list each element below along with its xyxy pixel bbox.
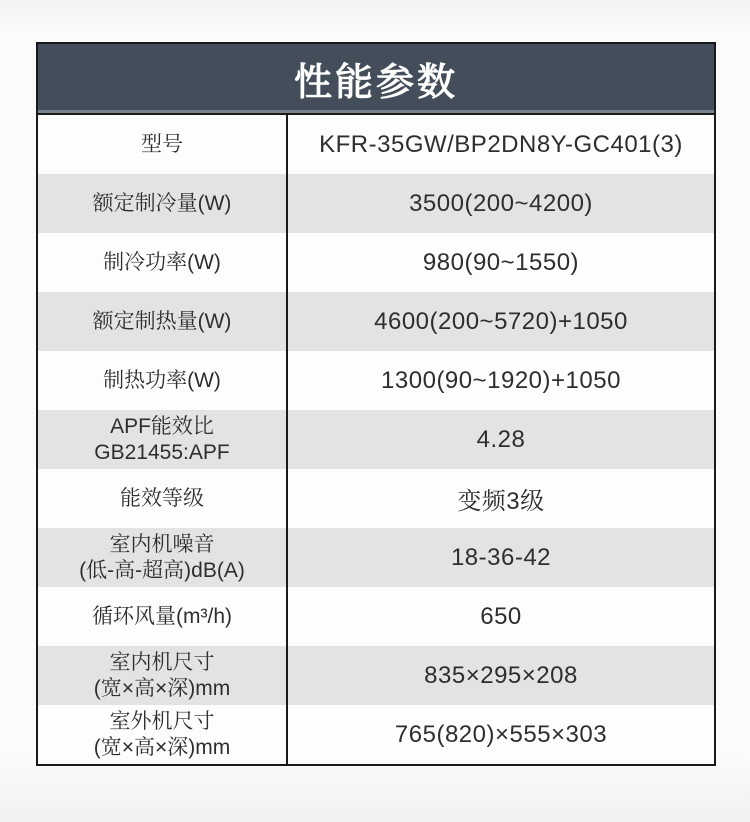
row-label-line: 室内机尺寸	[109, 650, 215, 674]
row-value: 4600(200~5720)+1050	[374, 307, 628, 335]
row-label	[38, 587, 288, 646]
row-label-line: 能效等级	[120, 486, 204, 510]
row-label-line: 额定制热量(W)	[92, 309, 232, 333]
row-label-line: (宽×高×深)mm	[93, 735, 231, 759]
row-label	[38, 351, 288, 410]
row-label-line: (宽×高×深)mm	[93, 676, 231, 700]
row-label	[38, 410, 288, 469]
row-label-line: 额定制冷量(W)	[92, 191, 232, 215]
row-label-line: 型号	[141, 132, 183, 156]
row-value: KFR-35GW/BP2DN8Y-GC401(3)	[319, 130, 683, 158]
table-row	[38, 705, 714, 764]
row-value: 980(90~1550)	[422, 248, 580, 276]
row-label	[38, 292, 288, 351]
row-label-line: (低-高-超高)dB(A)	[79, 558, 245, 582]
row-label	[38, 233, 288, 292]
row-value: 变频3级	[457, 488, 545, 515]
row-value: 1300(90~1920)+1050	[381, 366, 621, 394]
row-label-line: 循环风量(m³/h)	[92, 604, 232, 628]
row-label-line: 室外机尺寸	[109, 709, 215, 733]
spec-table	[36, 42, 716, 766]
table-row	[38, 115, 714, 174]
spec-table-title: 性能参数	[293, 62, 458, 104]
row-value: 835×295×208	[424, 661, 578, 689]
row-label-line: 室内机噪音	[109, 532, 215, 556]
row-label	[38, 115, 288, 174]
table-row	[38, 469, 714, 528]
table-row	[38, 292, 714, 351]
row-label	[38, 646, 288, 705]
row-label	[38, 705, 288, 764]
row-value: 650	[480, 602, 522, 630]
row-label-line: 制热功率(W)	[103, 368, 221, 392]
row-label-line: GB21455:APF	[94, 440, 230, 464]
row-value: 765(820)×555×303	[394, 720, 608, 748]
row-label-line: 制冷功率(W)	[103, 250, 221, 274]
row-value: 3500(200~4200)	[409, 189, 593, 217]
table-row	[38, 174, 714, 233]
table-row	[38, 646, 714, 705]
table-row	[38, 587, 714, 646]
table-row	[38, 233, 714, 292]
spec-table-body	[38, 115, 714, 764]
table-row	[38, 351, 714, 410]
table-row	[38, 528, 714, 587]
row-value: 4.28	[476, 425, 526, 453]
table-row	[38, 410, 714, 469]
row-label	[38, 469, 288, 528]
row-label	[38, 174, 288, 233]
row-value: 18-36-42	[450, 543, 552, 571]
spec-table-header	[38, 44, 714, 115]
row-label	[38, 528, 288, 587]
row-label-line: APF能效比	[110, 414, 214, 438]
